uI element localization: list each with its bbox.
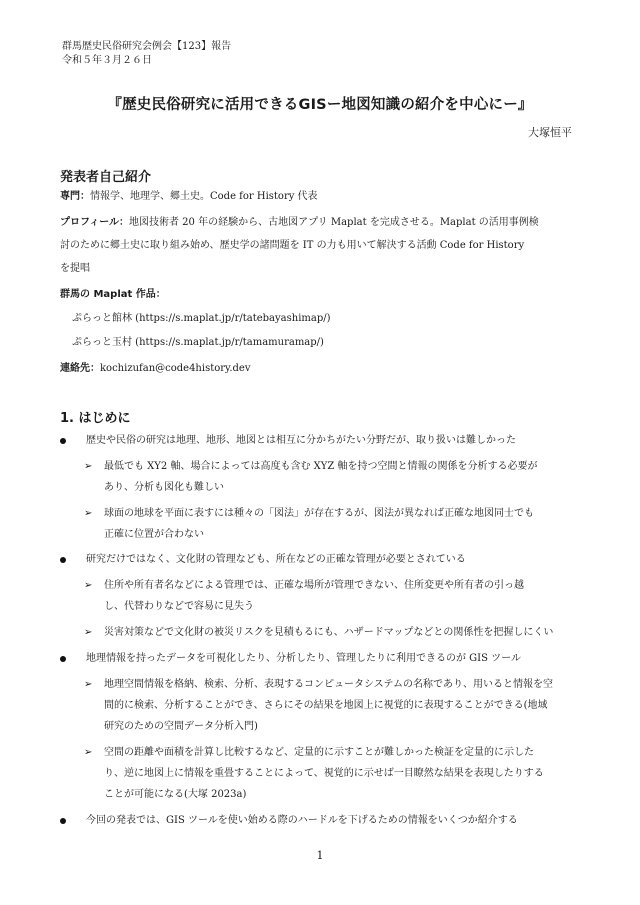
sub-bullet-text: 最低でも XY2 軸、場合によっては高度も含む XYZ 軸を持つ空間と情報の関係を分析する必要が xyxy=(104,461,538,472)
specialty-row xyxy=(60,190,318,204)
sub-bullet-text: し、代替わりなどで容易に見失う xyxy=(104,601,254,612)
sub-bullet-text: 研究のための空間データ分析入門) xyxy=(104,721,258,732)
document-title: 『歴史民俗研究に活用できるGISー地図知識の紹介を中心にー』 xyxy=(107,97,533,113)
profile-row xyxy=(60,216,539,230)
arrow-bullet-icon: ➢ xyxy=(84,580,93,591)
bullet-icon xyxy=(60,656,66,662)
specialty-label: 専門： xyxy=(60,191,90,202)
sub-bullet-text: 正確に位置が合わない xyxy=(104,529,204,540)
page-number: 1 xyxy=(316,849,324,862)
bullet-text: 今回の発表では、GIS ツールを使い始める際のハードルを下げるための情報をいくつか紹介する xyxy=(86,815,518,826)
bullet-text: 歴史や民俗の研究は地理、地形、地図とは相互に分かちがたい分野だが、取り扱いは難しかった xyxy=(86,435,516,446)
arrow-bullet-icon: ➢ xyxy=(84,679,93,690)
sub-bullet-text: ことが可能になる(大塚 2023a) xyxy=(104,789,247,800)
report-header-date: 令和５年３月２６日 xyxy=(62,55,152,66)
profile-label: プロフィール： xyxy=(60,217,129,228)
sub-bullet-text: 空間の距離や面積を計算し比較するなど、定量的に示すことが難しかった検証を定量的に示した xyxy=(104,747,534,758)
profile-line: を提唱 xyxy=(60,263,90,274)
maplat-work-link[interactable]: ぷらっと玉村 (https://s.maplat.jp/r/tamamuramap/) xyxy=(72,337,324,348)
arrow-bullet-icon: ➢ xyxy=(84,508,93,519)
sub-bullet-text: 災害対策などで文化財の被災リスクを見積もるにも、ハザードマップなどとの関係性を把握しにくい xyxy=(104,627,554,638)
profile-line: 地図技術者 20 年の経験から、古地図アプリ Maplat を完成させる。Maplat の活用事例検 xyxy=(129,217,539,228)
specialty-text: 情報学、地理学、郷土史。Code for History 代表 xyxy=(90,191,318,202)
arrow-bullet-icon: ➢ xyxy=(84,627,93,638)
section1-heading: 1. はじめに xyxy=(60,411,131,426)
author-name: 大塚恒平 xyxy=(528,126,572,139)
sub-bullet-text: 地理空間情報を格納、検索、分析、表現するコンピュータシステムの名称であり、用いると情報を空 xyxy=(104,679,553,690)
sub-bullet-text: 球面の地球を平面に表すには種々の「図法」が存在するが、図法が異なれば正確な地図同士でも xyxy=(104,508,534,519)
maplat-work-link[interactable]: ぷらっと館林 (https://s.maplat.jp/r/tatebayashimap/) xyxy=(72,313,331,324)
maplat-works-label: 群馬の Maplat 作品： xyxy=(60,289,166,300)
report-header-line1: 群馬歴史民俗研究会例会【123】報告 xyxy=(62,41,232,52)
profile-line: 討のために郷土史に取り組み始め、歴史学の諸問題を IT の力も用いて解決する活動 Code for History xyxy=(60,240,525,251)
contact-row xyxy=(60,362,251,376)
sub-bullet-text: 住所や所有者名などによる管理では、正確な場所が管理できない、住所変更や所有者の引っ越 xyxy=(104,580,524,591)
sub-bullet-text: り、逆に地図上に情報を重畳することによって、視覚的に示せば一目瞭然な結果を表現したりする xyxy=(104,768,544,779)
bullet-icon xyxy=(60,438,66,444)
contact-label: 連絡先： xyxy=(60,363,100,374)
sub-bullet-text: 間的に検索、分析することができ、さらにその結果を地図上に視覚的に表現することができる(地域 xyxy=(104,700,548,711)
arrow-bullet-icon: ➢ xyxy=(84,747,93,758)
bullet-text: 研究だけではなく、文化財の管理なども、所在などの正確な管理が必要とされている xyxy=(86,554,466,565)
intro-heading: 発表者自己紹介 xyxy=(60,170,152,185)
sub-bullet-text: あり、分析も図化も難しい xyxy=(104,482,224,493)
bullet-text: 地理情報を持ったデータを可視化したり、分析したり、管理したりに利用できるのが GIS ツール xyxy=(86,653,521,664)
contact-email[interactable]: kochizufan@code4history.dev xyxy=(100,363,251,374)
bullet-icon xyxy=(60,818,66,824)
arrow-bullet-icon: ➢ xyxy=(84,461,93,472)
bullet-icon xyxy=(60,557,66,563)
